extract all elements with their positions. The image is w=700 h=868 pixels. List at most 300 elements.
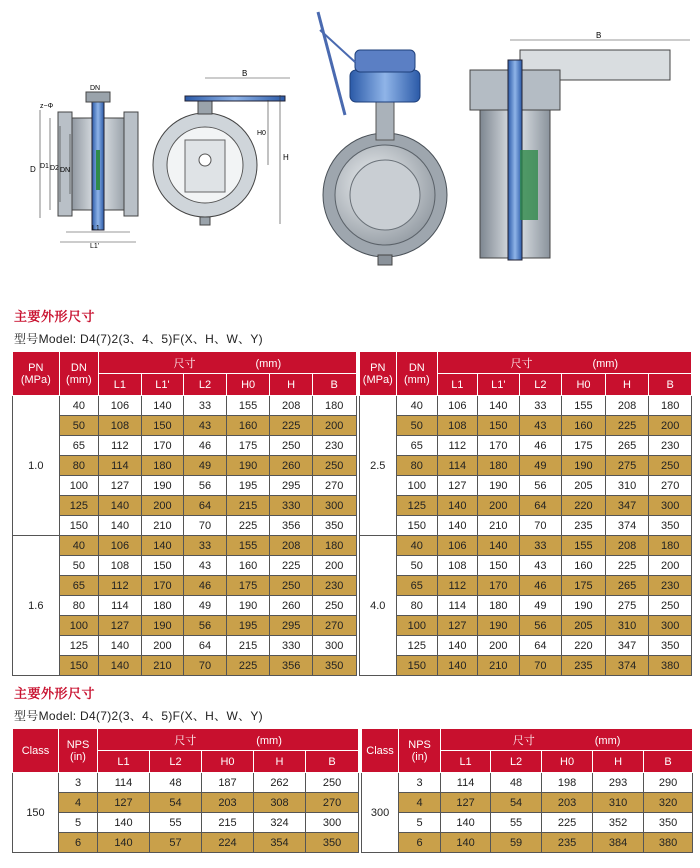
table-cell: 220 bbox=[562, 496, 606, 516]
table-cell: 190 bbox=[141, 616, 184, 636]
table-cell: 250 bbox=[306, 773, 359, 793]
table-cell: 320 bbox=[644, 793, 693, 813]
header-col-4: H bbox=[270, 374, 313, 396]
table-cell: 190 bbox=[141, 476, 184, 496]
table-cell: 55 bbox=[491, 813, 542, 833]
table-cell: 55 bbox=[150, 813, 202, 833]
header-col-0: L1 bbox=[99, 374, 142, 396]
header-col-right-2: L2 bbox=[519, 374, 562, 396]
header-col-1: L1' bbox=[141, 374, 184, 396]
table-cell: 43 bbox=[184, 416, 227, 436]
unit-label: (mm) bbox=[256, 734, 282, 747]
table-cell: 180 bbox=[141, 596, 184, 616]
table-cell: 330 bbox=[270, 636, 313, 656]
table-gap bbox=[356, 436, 359, 456]
table-cell: 140 bbox=[437, 656, 478, 676]
table-cell: 300 bbox=[312, 496, 356, 516]
label-b-front: B bbox=[242, 69, 248, 78]
table-cell: 205 bbox=[562, 616, 606, 636]
header2-col-0: L1 bbox=[98, 751, 150, 773]
table-cell: 80 bbox=[397, 596, 438, 616]
header2-col-right-2: H0 bbox=[542, 751, 593, 773]
table-row bbox=[13, 556, 692, 576]
header-nps-right: NPS (in) bbox=[399, 729, 441, 773]
size-label: 尺寸 bbox=[512, 734, 535, 747]
table-cell: 100 bbox=[397, 616, 438, 636]
table-cell: 114 bbox=[441, 773, 491, 793]
table-gap bbox=[359, 833, 362, 853]
valve-render bbox=[318, 12, 447, 265]
table-cell: 114 bbox=[99, 596, 142, 616]
table-cell: 175 bbox=[226, 576, 270, 596]
table-cell: 200 bbox=[478, 636, 520, 656]
table-cell: 50 bbox=[59, 416, 99, 436]
table-cell: 187 bbox=[202, 773, 254, 793]
table-gap bbox=[359, 793, 362, 813]
table-cell: 356 bbox=[270, 656, 313, 676]
header2-col-right-1: L2 bbox=[491, 751, 542, 773]
table-cell: 108 bbox=[437, 416, 478, 436]
table-cell: 114 bbox=[99, 456, 142, 476]
table-cell: 114 bbox=[98, 773, 150, 793]
table-cell: 356 bbox=[270, 516, 313, 536]
table-gap bbox=[356, 596, 359, 616]
table-cell: 203 bbox=[202, 793, 254, 813]
table-cell: 350 bbox=[312, 656, 356, 676]
table-cell: 155 bbox=[226, 396, 270, 416]
table-cell: 160 bbox=[226, 416, 270, 436]
table-cell: 190 bbox=[478, 476, 520, 496]
table-cell: 140 bbox=[441, 813, 491, 833]
table-cell: 4 bbox=[59, 793, 98, 813]
table-cell: 300 bbox=[312, 636, 356, 656]
table-cell: 290 bbox=[644, 773, 693, 793]
table-cell: 347 bbox=[605, 636, 649, 656]
table-cell: 56 bbox=[184, 616, 227, 636]
table-gap bbox=[356, 576, 359, 596]
table-row bbox=[13, 416, 692, 436]
table-cell: 46 bbox=[519, 436, 562, 456]
table-cell: 56 bbox=[519, 616, 562, 636]
table-cell: 150 bbox=[141, 556, 184, 576]
table-cell: 175 bbox=[226, 436, 270, 456]
table-gap bbox=[356, 476, 359, 496]
header-col-right-3: H0 bbox=[562, 374, 606, 396]
table-cell: 56 bbox=[519, 476, 562, 496]
table-cell: 347 bbox=[605, 496, 649, 516]
table-cell: 40 bbox=[59, 536, 99, 556]
table-cell: 140 bbox=[478, 536, 520, 556]
table-cell: 215 bbox=[202, 813, 254, 833]
table-cell: 80 bbox=[397, 456, 438, 476]
table-cell: 195 bbox=[226, 476, 270, 496]
table-cell: 350 bbox=[306, 833, 359, 853]
table-cell: 57 bbox=[150, 833, 202, 853]
table-cell: 112 bbox=[99, 576, 142, 596]
table-cell: 155 bbox=[562, 396, 606, 416]
table-cell: 54 bbox=[150, 793, 202, 813]
table-cell: 215 bbox=[226, 496, 270, 516]
table-cell: 140 bbox=[99, 636, 142, 656]
table-row bbox=[13, 813, 693, 833]
table-gap bbox=[356, 556, 359, 576]
table-cell: 33 bbox=[184, 536, 227, 556]
header-size2-right bbox=[441, 729, 693, 751]
table-cell: 112 bbox=[99, 436, 142, 456]
header2-col-right-0: L1 bbox=[441, 751, 491, 773]
table-cell: 50 bbox=[397, 556, 438, 576]
table-cell: 180 bbox=[649, 396, 692, 416]
table-cell: 46 bbox=[184, 436, 227, 456]
table-cell: 64 bbox=[519, 496, 562, 516]
table-cell: 150 bbox=[478, 556, 520, 576]
table-cell: 4 bbox=[399, 793, 441, 813]
table-cell: 270 bbox=[649, 476, 692, 496]
table-cell: 352 bbox=[593, 813, 644, 833]
table-cell: 260 bbox=[270, 596, 313, 616]
table-cell: 374 bbox=[605, 656, 649, 676]
table-row bbox=[13, 436, 692, 456]
table-cell: 175 bbox=[562, 576, 606, 596]
table-cell: 3 bbox=[399, 773, 441, 793]
table-cell: 160 bbox=[562, 416, 606, 436]
table-cell: 6 bbox=[59, 833, 98, 853]
table-cell: 270 bbox=[306, 793, 359, 813]
header2-col-4: B bbox=[306, 751, 359, 773]
table-cell: 180 bbox=[478, 596, 520, 616]
table-cell: 155 bbox=[226, 536, 270, 556]
unit-label: (mm) bbox=[594, 734, 621, 747]
table-cell: 140 bbox=[99, 656, 142, 676]
table-cell: 180 bbox=[312, 536, 356, 556]
table-cell: 127 bbox=[99, 616, 142, 636]
table-cell: 5 bbox=[399, 813, 441, 833]
table-cell: 180 bbox=[141, 456, 184, 476]
table-cell: 350 bbox=[649, 516, 692, 536]
section1-model: 型号Model: D4(7)2(3、4、5)F(X、H、W、Y) bbox=[14, 332, 263, 346]
table-cell: 106 bbox=[99, 396, 142, 416]
table-cell: 270 bbox=[312, 476, 356, 496]
table-cell: 140 bbox=[478, 396, 520, 416]
table-cell: 112 bbox=[437, 576, 478, 596]
table-cell: 43 bbox=[519, 416, 562, 436]
table-cell: 225 bbox=[226, 656, 270, 676]
table-cell: 64 bbox=[184, 496, 227, 516]
table-cell: 59 bbox=[491, 833, 542, 853]
table-cell: 225 bbox=[605, 556, 649, 576]
table-cell: 106 bbox=[437, 536, 478, 556]
table-cell: 125 bbox=[397, 636, 438, 656]
table-gap bbox=[359, 813, 362, 833]
table-row bbox=[13, 476, 692, 496]
table-cell: 235 bbox=[562, 516, 606, 536]
table-row bbox=[13, 833, 693, 853]
table-gap bbox=[356, 656, 359, 676]
table-cell: 210 bbox=[478, 656, 520, 676]
table-row bbox=[13, 616, 692, 636]
header-col-right-5: B bbox=[649, 374, 692, 396]
table-cell: 127 bbox=[437, 616, 478, 636]
table-cell: 140 bbox=[98, 833, 150, 853]
header-col-right-0: L1 bbox=[437, 374, 478, 396]
front-view-drawing bbox=[153, 69, 290, 225]
table-cell: 198 bbox=[542, 773, 593, 793]
section1-title: 主要外形尺寸 bbox=[14, 309, 96, 324]
table-row bbox=[13, 536, 692, 556]
table-cell: 374 bbox=[605, 516, 649, 536]
table-cell: 48 bbox=[491, 773, 542, 793]
label-h0: H0 bbox=[257, 130, 266, 137]
table-gap bbox=[356, 516, 359, 536]
table-row bbox=[13, 773, 693, 793]
table-cell: 265 bbox=[605, 436, 649, 456]
table-cell: 250 bbox=[312, 456, 356, 476]
table-cell: 225 bbox=[226, 516, 270, 536]
table-cell: 205 bbox=[562, 476, 606, 496]
table-cell: 250 bbox=[649, 456, 692, 476]
section2-model: 型号Model: D4(7)2(3、4、5)F(X、H、W、Y) bbox=[14, 709, 263, 723]
header-col-right-1: L1' bbox=[478, 374, 520, 396]
table-cell: 224 bbox=[202, 833, 254, 853]
table-cell: 150 bbox=[397, 516, 438, 536]
header-col-right-4: H bbox=[605, 374, 649, 396]
table-cell: 100 bbox=[397, 476, 438, 496]
table-cell: 33 bbox=[519, 396, 562, 416]
table-cell: 235 bbox=[542, 833, 593, 853]
table-cell: 310 bbox=[593, 793, 644, 813]
label-l1p: L1' bbox=[90, 243, 100, 250]
table-cell: 155 bbox=[562, 536, 606, 556]
table-cell: 200 bbox=[312, 556, 356, 576]
table-cell: 208 bbox=[605, 396, 649, 416]
table-cell: 225 bbox=[542, 813, 593, 833]
header-dn-right: DN (mm) bbox=[397, 352, 438, 396]
table-cell: 150 bbox=[478, 416, 520, 436]
header2-col-1: L2 bbox=[150, 751, 202, 773]
table-cell: 210 bbox=[141, 656, 184, 676]
table-cell: 127 bbox=[98, 793, 150, 813]
pn-group-cell: 2.5 bbox=[359, 396, 396, 536]
table-cell: 108 bbox=[437, 556, 478, 576]
table-cell: 140 bbox=[98, 813, 150, 833]
table-cell: 270 bbox=[312, 616, 356, 636]
table-cell: 125 bbox=[59, 636, 99, 656]
table-cell: 6 bbox=[399, 833, 441, 853]
table-cell: 200 bbox=[649, 556, 692, 576]
table-cell: 108 bbox=[99, 556, 142, 576]
table-cell: 208 bbox=[270, 536, 313, 556]
table-row bbox=[13, 596, 692, 616]
table-cell: 215 bbox=[226, 636, 270, 656]
header-pn-right: PN (MPa) bbox=[359, 352, 396, 396]
pn-group-cell: 1.0 bbox=[13, 396, 60, 536]
table-cell: 150 bbox=[59, 516, 99, 536]
table-cell: 300 bbox=[306, 813, 359, 833]
table-cell: 195 bbox=[226, 616, 270, 636]
table-cell: 250 bbox=[270, 576, 313, 596]
table-gap bbox=[356, 416, 359, 436]
label-h: H bbox=[283, 153, 289, 162]
table-cell: 48 bbox=[150, 773, 202, 793]
table-cell: 275 bbox=[605, 456, 649, 476]
size-label: 尺寸 bbox=[173, 357, 196, 370]
label-d1: D1 bbox=[40, 163, 49, 170]
table-cell: 384 bbox=[593, 833, 644, 853]
table-gap bbox=[356, 496, 359, 516]
table-cell: 225 bbox=[270, 416, 313, 436]
table-cell: 33 bbox=[184, 396, 227, 416]
table-cell: 127 bbox=[99, 476, 142, 496]
table-cell: 106 bbox=[99, 536, 142, 556]
table-cell: 262 bbox=[254, 773, 306, 793]
unit-label: (mm) bbox=[592, 357, 619, 370]
table-cell: 200 bbox=[312, 416, 356, 436]
label-d: D bbox=[30, 165, 36, 174]
table-cell: 150 bbox=[141, 416, 184, 436]
section2-title: 主要外形尺寸 bbox=[14, 686, 96, 701]
table-cell: 106 bbox=[437, 396, 478, 416]
table-cell: 235 bbox=[562, 656, 606, 676]
table-cell: 150 bbox=[397, 656, 438, 676]
table-cell: 40 bbox=[397, 536, 438, 556]
table-cell: 275 bbox=[605, 596, 649, 616]
header-pn: PN (MPa) bbox=[13, 352, 60, 396]
size-label: 尺寸 bbox=[510, 357, 533, 370]
side-section-drawing bbox=[30, 85, 138, 250]
header-size2 bbox=[98, 729, 359, 751]
table-cell: 225 bbox=[270, 556, 313, 576]
table-cell: 200 bbox=[141, 636, 184, 656]
table-cell: 265 bbox=[605, 576, 649, 596]
table-cell: 108 bbox=[99, 416, 142, 436]
table-cell: 33 bbox=[519, 536, 562, 556]
table-cell: 208 bbox=[270, 396, 313, 416]
table-cell: 127 bbox=[441, 793, 491, 813]
table-cell: 350 bbox=[644, 813, 693, 833]
table-row bbox=[13, 576, 692, 596]
header-class: Class bbox=[13, 729, 59, 773]
pn-group-cell: 1.6 bbox=[13, 536, 60, 676]
header-size bbox=[99, 352, 356, 374]
table-cell: 330 bbox=[270, 496, 313, 516]
table-cell: 308 bbox=[254, 793, 306, 813]
table-cell: 230 bbox=[649, 436, 692, 456]
table-cell: 70 bbox=[519, 516, 562, 536]
header-col-3: H0 bbox=[226, 374, 270, 396]
table-cell: 65 bbox=[59, 576, 99, 596]
header-col-2: L2 bbox=[184, 374, 227, 396]
table-cell: 49 bbox=[184, 456, 227, 476]
table-cell: 140 bbox=[437, 636, 478, 656]
label-dn-top: DN bbox=[90, 85, 101, 92]
table-cell: 310 bbox=[605, 476, 649, 496]
table-cell: 114 bbox=[437, 596, 478, 616]
header2-col-right-4: B bbox=[644, 751, 693, 773]
pn-group-cell: 4.0 bbox=[359, 536, 396, 676]
table-cell: 354 bbox=[254, 833, 306, 853]
table-cell: 175 bbox=[562, 436, 606, 456]
table-cell: 210 bbox=[141, 516, 184, 536]
table-cell: 208 bbox=[605, 536, 649, 556]
table-cell: 112 bbox=[437, 436, 478, 456]
table-cell: 140 bbox=[437, 496, 478, 516]
table-cell: 40 bbox=[59, 396, 99, 416]
table-cell: 300 bbox=[649, 616, 692, 636]
table-cell: 140 bbox=[141, 536, 184, 556]
label-l1: L1 bbox=[92, 225, 100, 232]
table-gap bbox=[356, 636, 359, 656]
table-gap bbox=[356, 456, 359, 476]
table-cell: 250 bbox=[649, 596, 692, 616]
table-cell: 3 bbox=[59, 773, 98, 793]
table-cell: 230 bbox=[649, 576, 692, 596]
table-cell: 190 bbox=[562, 596, 606, 616]
label-b-gear: B bbox=[596, 31, 602, 40]
table-cell: 65 bbox=[59, 436, 99, 456]
table-cell: 380 bbox=[644, 833, 693, 853]
gearbox-section-drawing bbox=[470, 31, 690, 260]
label-dn: DN bbox=[60, 167, 71, 174]
size-label: 尺寸 bbox=[174, 734, 197, 747]
table-row bbox=[13, 793, 693, 813]
table-cell: 260 bbox=[270, 456, 313, 476]
table-cell: 380 bbox=[649, 656, 692, 676]
table-cell: 80 bbox=[59, 456, 99, 476]
table-row bbox=[13, 656, 692, 676]
valve-drawings bbox=[0, 0, 700, 272]
class-group-cell: 300 bbox=[362, 773, 399, 853]
table-cell: 65 bbox=[397, 576, 438, 596]
table-cell: 170 bbox=[478, 436, 520, 456]
table-cell: 46 bbox=[519, 576, 562, 596]
table-cell: 180 bbox=[649, 536, 692, 556]
table-cell: 190 bbox=[478, 616, 520, 636]
table-cell: 160 bbox=[226, 556, 270, 576]
table-cell: 70 bbox=[184, 516, 227, 536]
table-cell: 200 bbox=[649, 416, 692, 436]
header-col-5: B bbox=[312, 374, 356, 396]
table-cell: 300 bbox=[649, 496, 692, 516]
header-nps: NPS (in) bbox=[59, 729, 98, 773]
table-cell: 100 bbox=[59, 616, 99, 636]
table-cell: 170 bbox=[141, 436, 184, 456]
table-cell: 43 bbox=[519, 556, 562, 576]
table-cell: 180 bbox=[478, 456, 520, 476]
header2-col-3: H bbox=[254, 751, 306, 773]
table-cell: 203 bbox=[542, 793, 593, 813]
table-cell: 230 bbox=[312, 576, 356, 596]
table-cell: 114 bbox=[437, 456, 478, 476]
table-cell: 70 bbox=[519, 656, 562, 676]
table-cell: 5 bbox=[59, 813, 98, 833]
table-cell: 230 bbox=[312, 436, 356, 456]
table-row bbox=[13, 396, 692, 416]
table-cell: 190 bbox=[226, 456, 270, 476]
table-cell: 140 bbox=[437, 516, 478, 536]
table-row bbox=[13, 636, 692, 656]
table-cell: 50 bbox=[397, 416, 438, 436]
table-cell: 295 bbox=[270, 476, 313, 496]
table-cell: 295 bbox=[270, 616, 313, 636]
unit-label: (mm) bbox=[255, 357, 282, 370]
table-cell: 125 bbox=[397, 496, 438, 516]
table-cell: 140 bbox=[99, 516, 142, 536]
table-cell: 190 bbox=[226, 596, 270, 616]
dimensions-table-class bbox=[12, 728, 693, 853]
table-cell: 324 bbox=[254, 813, 306, 833]
table-cell: 225 bbox=[605, 416, 649, 436]
table-cell: 127 bbox=[437, 476, 478, 496]
